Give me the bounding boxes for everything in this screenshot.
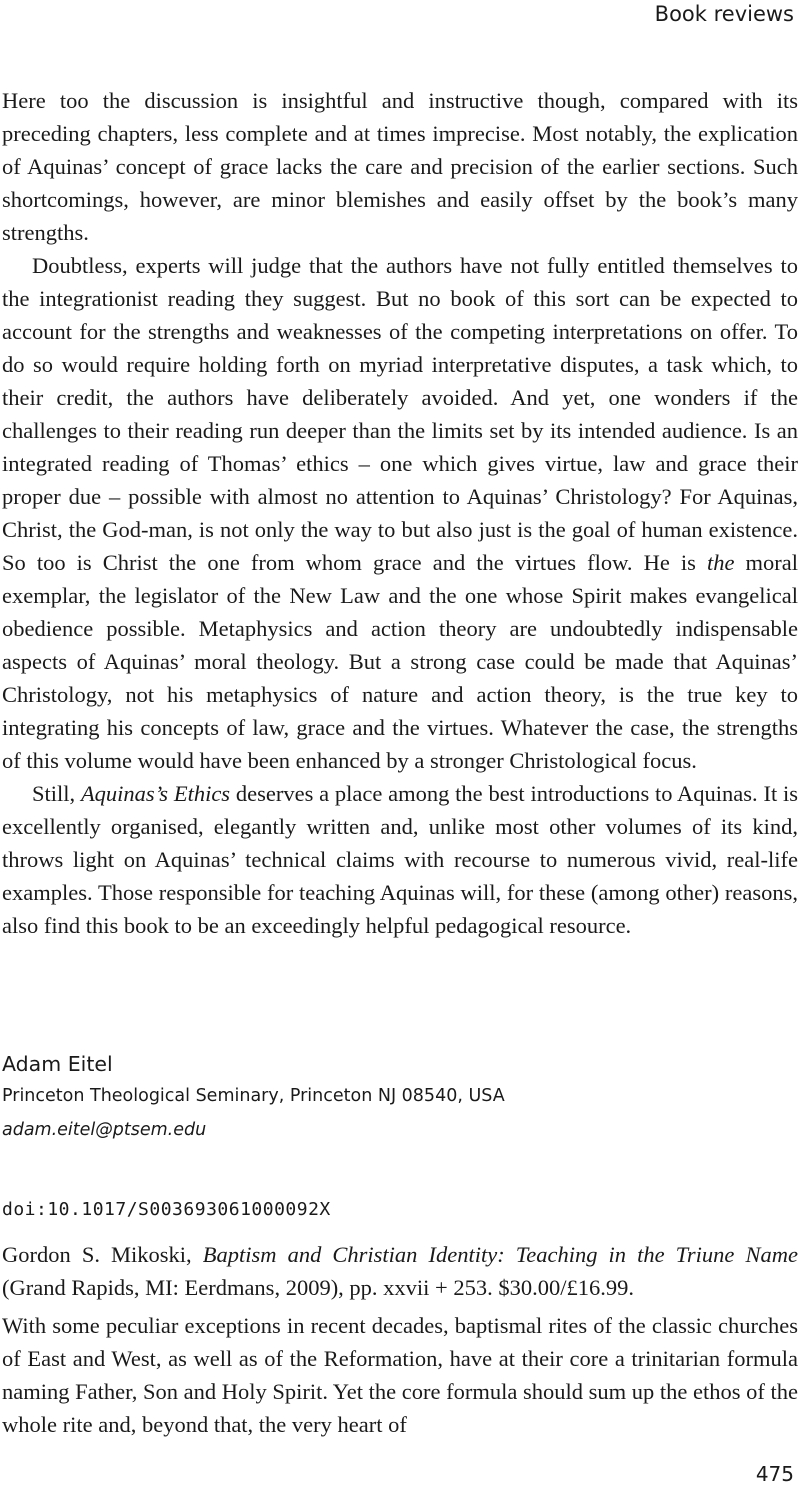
reviewer-email[interactable]: adam.eitel@ptsem.edu (2, 1120, 207, 1140)
citation-title: Baptism and Christian Identity: Teaching in the Triune Name (202, 1242, 798, 1267)
citation-author: Gordon S. Mikoski, (2, 1242, 203, 1267)
book-citation (2, 1238, 798, 1304)
reviewer-affiliation: Princeton Theological Seminary, Princeton NJ 08540, USA (2, 1086, 505, 1106)
paragraph-2-text-b: moral exemplar, the legislator of the New Law and the one whose Spirit makes evangelical obedience possible. Metaphysics and action theory are undoubtedly indispensable aspects of Aquinas’ moral theology. But a strong case could be made that Aquinas’ Christology, not his metaphysics of nature and action theory, is the true key to integrating his concepts of law, grace and the virtues. Whatever the case, the strengths of this volume would have been enhanced by a stronger Christological focus. (2, 550, 798, 773)
paragraph-2-emphasis: the (706, 550, 735, 575)
paragraph-3-text-a: Still, (32, 781, 81, 806)
running-head: Book reviews (654, 2, 794, 26)
review-2-opening: With some peculiar exceptions in recent decades, baptismal rites of the classic churches of East and West, as well as of the Reformation, have at their core a trinitarian formula naming Father, Son and Holy Spirit. Yet the core formula should sum up the ethos of the whole rite and, beyond that, the very heart of (2, 1313, 798, 1437)
paragraph-3-text-b: deserves a place among the best introductions to Aquinas. It is excellently organised, elegantly written and, unlike most other volumes of its kind, throws light on Aquinas’ technical claims with recourse to numerous vivid, real-life examples. Those responsible for teaching Aquinas will, for these (among other) reasons, also find this book to be an exceedingly helpful pedagogical resource. (2, 781, 798, 938)
review-body (2, 84, 798, 942)
reviewer-name: Adam Eitel (2, 1052, 113, 1076)
paragraph-3 (2, 777, 798, 942)
doi-link[interactable]: doi:10.1017/S003693061000092X (2, 1199, 331, 1220)
page-number: 475 (755, 1462, 794, 1486)
book-title-italic: Aquinas’s Ethics (80, 781, 231, 806)
citation-details: (Grand Rapids, MI: Eerdmans, 2009), pp. xxvii + 253. $30.00/£16.99. (2, 1275, 634, 1300)
paragraph-2 (2, 249, 798, 777)
paragraph-2-text-a: Doubtless, experts will judge that the authors have not fully entitled themselves to the integrationist reading they suggest. But no book of this sort can be expected to account for the strengths and weaknesses of the competing interpretations on offer. To do so would require holding forth on myriad interpretative disputes, a task which, to their credit, the authors have deliberately avoided. And yet, one wonders if the challenges to their reading run deeper than the limits set by its intended audience. Is an integrated reading of Thomas’ ethics – one which gives virtue, law and grace their proper due – possible with almost no attention to Aquinas’ Christology? For Aquinas, Christ, the God-man, is not only the way to but also just is the goal of human existence. So too is Christ the one from whom grace and the virtues flow. He is (2, 253, 798, 575)
paragraph-1: Here too the discussion is insightful and instructive though, compared with its preceding chapters, less complete and at times imprecise. Most notably, the explication of Aquinas’ concept of grace lacks the care and precision of the earlier sections. Such shortcomings, however, are minor blemishes and easily offset by the book’s many strengths. (2, 88, 798, 245)
